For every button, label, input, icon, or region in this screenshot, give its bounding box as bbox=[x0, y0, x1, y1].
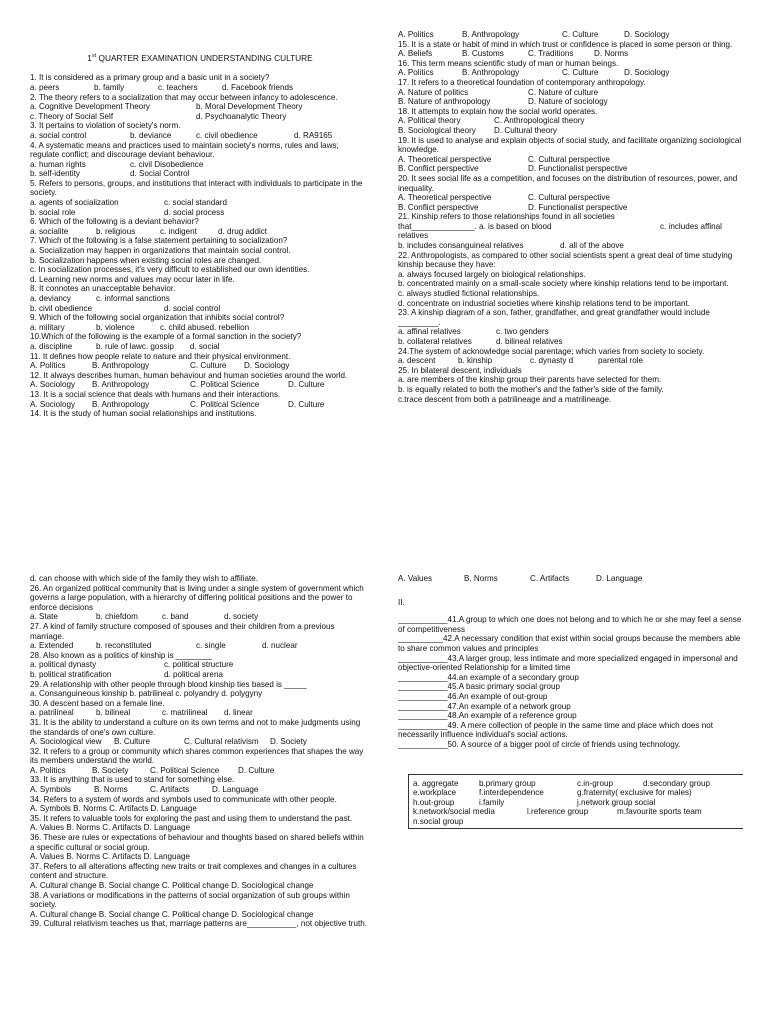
question-text: d. concentrate on industrial societies where kinship relations tend to be important. bbox=[398, 298, 690, 308]
answer-choice: B. Anthropology bbox=[92, 399, 150, 409]
choice-row bbox=[398, 49, 743, 59]
answer-choice: C. Artifacts bbox=[150, 785, 190, 795]
choice-row bbox=[30, 361, 370, 371]
question-text: ___________41.A group to which one does not belong and to which he or she may feel a sense of competitiveness bbox=[398, 615, 742, 634]
questions-25-to-39 bbox=[30, 574, 370, 929]
answer-choice: A. Political theory bbox=[398, 116, 461, 126]
question-text: 19. It is used to analyse and explain objects of social study, and facilitate organizing sociological knowledge. bbox=[398, 135, 742, 155]
question-text: 21. Kinship refers to those relationships found in all societies bbox=[398, 212, 615, 222]
title-text: QUARTER EXAMINATION UNDERSTANDING CULTURE bbox=[96, 52, 313, 63]
answer-choice: a. peers bbox=[30, 82, 60, 92]
answer-choice: A. Theoretical perspective bbox=[398, 193, 492, 203]
answer-choice: that______________. a. is based on blood bbox=[398, 221, 552, 231]
question-text: 11. It defines how people relate to nature and their physical environment. bbox=[30, 351, 291, 361]
answer-choice: C. Cultural relativism bbox=[184, 737, 259, 747]
answer-choice: a. State bbox=[30, 612, 58, 622]
answer-choice: b. reconstituted bbox=[96, 641, 152, 651]
word-bank-item: e.workplace bbox=[413, 788, 457, 798]
answer-choice: C. Political Science bbox=[150, 765, 220, 775]
answer-choice: D. Culture bbox=[288, 380, 325, 390]
question-text: 25. In bilateral descent, individuals bbox=[398, 365, 522, 375]
answer-choice: c. dynasty d bbox=[530, 356, 574, 366]
answer-choice: C. Culture bbox=[562, 68, 599, 78]
question-text: II. bbox=[398, 597, 405, 607]
title-ordinal-suffix: st bbox=[91, 53, 97, 59]
answer-choice: A. Nature of politics bbox=[398, 87, 469, 97]
answer-choice: a. patrilineal bbox=[30, 708, 74, 718]
choice-row bbox=[398, 88, 743, 98]
question-text: d. can choose with which side of the family they wish to affiliate. bbox=[30, 574, 258, 583]
question-text: b. Socialization happens when existing social roles are changed. bbox=[30, 255, 262, 265]
word-bank-item: m.favourite sports team bbox=[617, 807, 702, 817]
question-text: A. Cultural change B. Social change C. Political change D. Sociological change bbox=[30, 909, 314, 919]
answer-choice: B. Customs bbox=[462, 49, 504, 59]
answer-choice: B. Culture bbox=[114, 737, 150, 747]
answer-choice: B. Anthropology bbox=[92, 380, 150, 390]
question-text: 37. Refers to all alterations affecting new traits or trait complexes and changes in a cultures content and structure. bbox=[30, 861, 357, 881]
answer-choice: b. includes consanguineal relatives bbox=[398, 241, 524, 251]
choice-row bbox=[30, 160, 370, 170]
word-bank-item: g.fraternity( exclusive for males) bbox=[577, 788, 692, 798]
question-text: ___________48.An example of a reference group bbox=[398, 711, 577, 721]
answer-choice: A. Sociology bbox=[30, 399, 75, 409]
answer-choice: C. Political Science bbox=[190, 380, 260, 390]
choice-row bbox=[30, 380, 370, 390]
choice-row bbox=[30, 785, 370, 795]
word-bank-item: b.primary group bbox=[479, 778, 536, 788]
answer-choice: c. civil obedience bbox=[196, 130, 258, 140]
question-text: 20. It sees social life as a competition, and focuses on the distribution of resources, power, and inequality. bbox=[398, 173, 738, 193]
question-text: A. Symbols B. Norms C. Artifacts D. Language bbox=[30, 804, 197, 814]
choice-row bbox=[30, 208, 370, 218]
questions-14-to-25 bbox=[398, 30, 743, 404]
question-text: ___________49. A mere collection of people in the same time and place which does not necessarily influence individual's social actions. bbox=[398, 720, 713, 740]
column-3 bbox=[30, 574, 370, 1024]
question-text: c. In socialization processes, it's very difficult to established our own identities. bbox=[30, 265, 310, 275]
answer-choice: B. Norms bbox=[464, 574, 498, 583]
question-text: ___________50. A source of a bigger pool of circle of friends using technology. bbox=[398, 739, 681, 749]
answer-choice: B. Anthropology bbox=[462, 30, 520, 39]
choice-row bbox=[30, 227, 370, 237]
answer-choice: d. Facebook friends bbox=[222, 82, 294, 92]
question-text: 33. It is anything that is used to stand for something else. bbox=[30, 775, 235, 785]
answer-choice: D. Sociology bbox=[624, 68, 670, 78]
question-text: 24.The system of acknowledge social parentage; which varies from society to society. bbox=[398, 346, 705, 356]
title-number: 1 bbox=[87, 52, 92, 63]
answer-choice: C. Nature of culture bbox=[528, 87, 599, 97]
word-bank-item: a. aggregate bbox=[413, 778, 459, 788]
answer-choice: c. political structure bbox=[164, 660, 234, 670]
answer-choice: c. includes affinal bbox=[660, 221, 722, 231]
question-text: 9. Which of the following social organization that inhibits social control? bbox=[30, 313, 285, 323]
answer-choice: c. teachers bbox=[158, 82, 198, 92]
choice-row bbox=[30, 112, 370, 122]
answer-choice: a. political dynasty bbox=[30, 660, 97, 670]
answer-choice: c. Theory of Social Self bbox=[30, 111, 114, 121]
answer-choice: D. Culture bbox=[288, 399, 325, 409]
choice-row bbox=[398, 126, 743, 136]
answer-choice: b. self-identity bbox=[30, 169, 80, 179]
answer-choice: b. rule of law bbox=[96, 341, 142, 351]
word-bank-item: j.network group social bbox=[577, 797, 656, 807]
question-text: 6. Which of the following is a deviant behavior? bbox=[30, 217, 199, 227]
question-text: c.trace descent from both a patrilineage and a matrilineage. bbox=[398, 394, 612, 404]
choice-row bbox=[30, 83, 370, 93]
answer-choice: b. kinship bbox=[458, 356, 493, 366]
answer-choice: D. Culture bbox=[238, 765, 275, 775]
question-text: 13. It is a social science that deals with humans and their interactions. bbox=[30, 389, 281, 399]
choice-row bbox=[30, 708, 370, 718]
choice-row bbox=[30, 766, 370, 776]
column-1 bbox=[30, 52, 370, 504]
answer-choice: C. Cultural perspective bbox=[528, 154, 610, 164]
answer-choice: B. Anthropology bbox=[462, 68, 520, 78]
answer-choice: b. collateral relatives bbox=[398, 337, 472, 346]
answer-choice: a. agents of socialization bbox=[30, 198, 119, 208]
answer-choice: a. discipline bbox=[30, 341, 73, 351]
answer-choice: A. Politics bbox=[398, 68, 434, 78]
word-bank-row bbox=[413, 798, 741, 808]
choice-row bbox=[30, 400, 370, 410]
spacer bbox=[398, 607, 743, 615]
answer-choice: C. Culture bbox=[562, 30, 599, 39]
word-bank-item: h.out-group bbox=[413, 797, 455, 807]
choice-row bbox=[30, 737, 370, 747]
question-text: 8. It connotes an unacceptable behavior. bbox=[30, 284, 176, 294]
word-bank-item: l.reference group bbox=[527, 807, 589, 817]
questions-1-to-14 bbox=[30, 73, 370, 418]
answer-choice: b. political stratification bbox=[30, 669, 112, 679]
answer-choice: A. Values bbox=[398, 574, 433, 583]
answer-choice: A. Beliefs bbox=[398, 49, 433, 59]
question-text: ___________44.an example of a secondary group bbox=[398, 672, 579, 682]
answer-choice: c. civil Disobedience bbox=[130, 159, 204, 169]
choice-row bbox=[30, 102, 370, 112]
answer-choice: d. linear bbox=[224, 708, 253, 718]
answer-choice: D. Norms bbox=[594, 49, 629, 59]
answer-choice: A. Symbols bbox=[30, 785, 71, 795]
answer-choice: a. deviancy bbox=[30, 294, 71, 304]
question-text: 18. It attempts to explain how the social world operates. bbox=[398, 106, 598, 116]
question-text: 29. A relationship with other people through blood kinship ties based is _____ bbox=[30, 679, 307, 689]
choice-row bbox=[30, 612, 370, 622]
choice-row bbox=[30, 304, 370, 314]
question-text: ___________43.A larger group, less intimate and more specialized engaged in impersonal and objective-oriented Relationship for a limited time bbox=[398, 653, 738, 673]
answer-choice: A. Sociology bbox=[30, 380, 75, 390]
choice-row bbox=[30, 323, 370, 333]
answer-choice: B. Conflict perspective bbox=[398, 164, 479, 174]
answer-choice: B. Sociological theory bbox=[398, 125, 476, 135]
answer-choice: a. Extended bbox=[30, 641, 74, 651]
question-text: 28. Also known as a politics of kinship is ________ bbox=[30, 650, 212, 660]
answer-choice: c. band bbox=[162, 612, 189, 622]
answer-choice: d. political arena bbox=[164, 669, 223, 679]
answer-choice: b. family bbox=[94, 82, 125, 92]
answer-choice: b. Moral Development Theory bbox=[196, 102, 303, 112]
word-bank-box bbox=[408, 774, 743, 830]
question-text: 31. It is the ability to understand a culture on its own terms and not to make judgments using the standards of one's own culture. bbox=[30, 717, 361, 737]
choice-row bbox=[30, 294, 370, 304]
question-text: 14. It is the study of human social relationships and institutions. bbox=[30, 409, 257, 419]
answer-choice: c. two genders bbox=[496, 327, 549, 337]
answer-choice: B. Anthropology bbox=[92, 361, 150, 371]
question-text: 2. The theory refers to a socialization that may occur between infancy to adolescence. bbox=[30, 92, 338, 102]
answer-choice: B. Conflict perspective bbox=[398, 202, 479, 212]
choice-row bbox=[398, 155, 743, 165]
word-bank-item: k.network/social media bbox=[413, 807, 495, 817]
answer-choice: A. Theoretical perspective bbox=[398, 154, 492, 164]
answer-choice: b. bilineal bbox=[96, 708, 131, 718]
question-text: a. Consanguineous kinship b. patrilineal c. polyandry d. polygyny bbox=[30, 689, 263, 699]
answer-choice: d. all of the above bbox=[560, 241, 624, 251]
word-bank-row bbox=[413, 788, 741, 798]
question-text: 4. A systematic means and practices used to maintain society's norms, rules and laws; regulate conflict; and discourage deviant behaviour. bbox=[30, 140, 339, 160]
choice-row bbox=[398, 203, 743, 213]
answer-choice: d. society bbox=[224, 612, 259, 622]
question-text: a. are members of the kinship group their parents have selected for them. bbox=[398, 375, 662, 385]
word-bank-item: n.social group bbox=[413, 816, 464, 826]
answer-choice: b. social role bbox=[30, 207, 76, 217]
choice-row bbox=[30, 641, 370, 651]
choice-row bbox=[398, 241, 743, 251]
question-text: 38. A variations or modifications in the patterns of social organization of sub groups within society. bbox=[30, 890, 350, 910]
choice-row bbox=[30, 660, 370, 670]
question-text: 5. Refers to persons, groups, and institutions that interact with individuals to participate in the society. bbox=[30, 178, 363, 198]
choice-row bbox=[30, 342, 370, 352]
answer-choice: a. human rights bbox=[30, 159, 86, 169]
question-text: 27. A kind of family structure composed of spouses and their children from a previous marriage. bbox=[30, 621, 335, 641]
choice-row bbox=[398, 97, 743, 107]
answer-choice: d. rebellion bbox=[209, 322, 250, 332]
question-text: 39. Cultural relativism teaches us that, marriage patterns are___________, not objective truth. bbox=[30, 919, 367, 929]
answer-choice: c. indigent bbox=[160, 226, 197, 236]
answer-choice: a. military bbox=[30, 322, 65, 332]
question-text: 17. It refers to a theoretical foundation of contemporary anthropology. bbox=[398, 77, 646, 87]
answer-choice: B. Nature of anthropology bbox=[398, 97, 491, 107]
word-bank-row bbox=[413, 807, 741, 817]
question-text: 26. An organized political community that is living under a single system of government which governs a large population, with a hierarchy of differing political positions and the power to enforce decisions bbox=[30, 583, 364, 612]
question-text: 34. Refers to a system of words and symbols used to communicate with other people. bbox=[30, 794, 337, 804]
question-text: c. always studied fictional relationships. bbox=[398, 289, 540, 299]
question-text: ___________45.A basic primary social group bbox=[398, 682, 560, 692]
question-text: 15. It is a state or habit of mind in which trust or confidence is placed in some person or thing. bbox=[398, 39, 733, 49]
word-bank-item: c.in-group bbox=[577, 778, 613, 788]
choice-row bbox=[398, 68, 743, 78]
question-text: A. Values B. Norms C. Artifacts D. Language bbox=[30, 823, 190, 833]
answer-choice: d. social bbox=[189, 341, 220, 351]
question-text: relatives bbox=[398, 231, 429, 241]
choice-row bbox=[398, 164, 743, 174]
answer-choice: C. Anthropological theory bbox=[494, 116, 585, 126]
question-text: ___________47.An example of a network group bbox=[398, 701, 571, 711]
choice-row bbox=[398, 356, 743, 366]
choice-row bbox=[30, 131, 370, 141]
answer-choice: d. Psychoanalytic Theory bbox=[196, 111, 287, 121]
question-text: b. concentrated mainly on a small-scale society where kinship relations tend to be important. bbox=[398, 279, 729, 289]
answer-choice: D. Language bbox=[212, 785, 259, 795]
question-text: 30. A descent based on a female line. bbox=[30, 698, 165, 708]
choice-row bbox=[398, 193, 743, 203]
question-text: 22. Anthropologists, as compared to other social scientists spent a great deal of time studying kinship because they have: bbox=[398, 250, 733, 270]
column-2 bbox=[398, 30, 743, 508]
question-text: d. Learning new norms and values may occur later in life. bbox=[30, 274, 235, 284]
answer-choice: A. Sociological view bbox=[30, 737, 102, 747]
answer-choice: c. single bbox=[196, 641, 226, 651]
question-text: 10.Which of the following is the example of a formal sanction in the society? bbox=[30, 332, 302, 342]
question-text: b. is equally related to both the mother's and the father's side of the family. bbox=[398, 384, 664, 394]
answer-choice: C. Political Science bbox=[190, 399, 260, 409]
question-text: 1. It is considered as a primary group and a basic unit in a society? bbox=[30, 73, 270, 83]
answer-choice: d. RA9165 bbox=[294, 130, 333, 140]
question-text: __________42.A necessary condition that exist within social groups because the members able to share common values and principles bbox=[398, 634, 741, 653]
answer-choice: a. descent bbox=[398, 356, 436, 366]
choice-row bbox=[30, 670, 370, 680]
answer-choice: A. Politics bbox=[398, 30, 434, 39]
answer-choice: b. violence bbox=[96, 322, 135, 332]
question-text: A. Values B. Norms C. Artifacts D. Language bbox=[30, 852, 190, 862]
question-text: 7. Which of the following is a false statement pertaining to socialization? bbox=[30, 236, 288, 246]
question-text: 23. A kinship diagram of a son, father, grandfather, and great grandfather would include _________. bbox=[398, 308, 710, 327]
question-text: 36. These are rules or expectations of behaviour and thoughts based on shared beliefs within a specific cultural or social group. bbox=[30, 833, 364, 852]
choice-row bbox=[398, 337, 743, 347]
choice-row bbox=[398, 30, 743, 40]
answer-choice: b. chiefdom bbox=[96, 612, 138, 622]
answer-choice: c. gossip bbox=[141, 341, 174, 351]
answer-choice: d. nuclear bbox=[262, 641, 298, 651]
answer-choice: d. drug addict bbox=[218, 226, 268, 236]
choice-row bbox=[30, 198, 370, 208]
answer-choice: A. Politics bbox=[30, 361, 66, 371]
answer-choice: D. Sociology bbox=[624, 30, 670, 39]
word-bank-item: i.family bbox=[479, 797, 505, 807]
answer-choice: c. child abuse bbox=[160, 322, 210, 332]
answer-choice: B. Society bbox=[92, 765, 129, 775]
answer-choice: C. Traditions bbox=[528, 49, 574, 59]
answer-choice: b. deviance bbox=[130, 130, 172, 140]
answer-choice: C. Culture bbox=[190, 361, 227, 371]
spacer bbox=[398, 584, 743, 598]
answer-choice: d. social process bbox=[164, 207, 225, 217]
choice-row bbox=[398, 222, 743, 232]
question-text: a. Socialization may happen in organizations that maintain social control. bbox=[30, 246, 291, 256]
question-text: 35. It refers to valuable tools for exploring the past and using them to understand the past. bbox=[30, 813, 353, 823]
answer-choice: d. social control bbox=[164, 303, 221, 313]
part-two-matching bbox=[398, 574, 743, 750]
choice-row bbox=[398, 574, 743, 584]
word-bank-row bbox=[413, 817, 741, 827]
answer-choice: D. Nature of sociology bbox=[528, 97, 608, 107]
answer-choice: D. Society bbox=[270, 737, 307, 747]
choice-row bbox=[30, 169, 370, 179]
choice-row bbox=[398, 116, 743, 126]
answer-choice: D. Functionalist perspective bbox=[528, 164, 628, 174]
question-text: A. Cultural change B. Social change C. Political change D. Sociological change bbox=[30, 881, 314, 890]
answer-choice: a. Cognitive Development Theory bbox=[30, 102, 150, 112]
answer-choice: d. bilineal relatives bbox=[496, 337, 563, 346]
answer-choice: C. Artifacts bbox=[530, 574, 570, 583]
answer-choice: A. Politics bbox=[30, 765, 66, 775]
word-bank-item: f.interdependence bbox=[479, 788, 544, 798]
question-text: 12. It always describes human, human behaviour and human societies around the world. bbox=[30, 370, 348, 380]
question-text: 3. It pertains to violation of society's norm. bbox=[30, 121, 181, 131]
question-text: a. always focused largely on biological relationships. bbox=[398, 269, 586, 279]
question-text: 16. This term means scientific study of man or human beings. bbox=[398, 58, 619, 68]
answer-choice: D. Cultural theory bbox=[494, 125, 557, 135]
exam-title bbox=[30, 52, 370, 63]
answer-choice: a. social control bbox=[30, 130, 87, 140]
choice-row bbox=[398, 327, 743, 337]
answer-choice: parental role bbox=[598, 356, 643, 366]
answer-choice: a. affinal relatives bbox=[398, 327, 461, 337]
question-text: 32. It refers to a group or community which shares common experiences that shapes the way its members understand the world. bbox=[30, 746, 364, 766]
answer-choice: c. informal sanctions bbox=[96, 294, 170, 304]
answer-choice: D. Sociology bbox=[244, 361, 290, 371]
answer-choice: c. matrilineal bbox=[162, 708, 208, 718]
answer-choice: a. socialite bbox=[30, 226, 69, 236]
answer-choice: C. Cultural perspective bbox=[528, 193, 610, 203]
answer-choice: b. civil obedience bbox=[30, 303, 93, 313]
answer-choice: c. social standard bbox=[164, 198, 227, 208]
answer-choice: b. religious bbox=[96, 226, 136, 236]
answer-choice: d. Social Control bbox=[130, 169, 190, 179]
question-text: ___________46.An example of out-group bbox=[398, 691, 548, 701]
column-4 bbox=[398, 574, 743, 1004]
word-bank-row bbox=[413, 779, 741, 789]
answer-choice: D. Functionalist perspective bbox=[528, 202, 628, 212]
answer-choice: B. Norms bbox=[94, 785, 128, 795]
word-bank-item: d.secondary group bbox=[643, 778, 711, 788]
answer-choice: D. Language bbox=[596, 574, 643, 583]
